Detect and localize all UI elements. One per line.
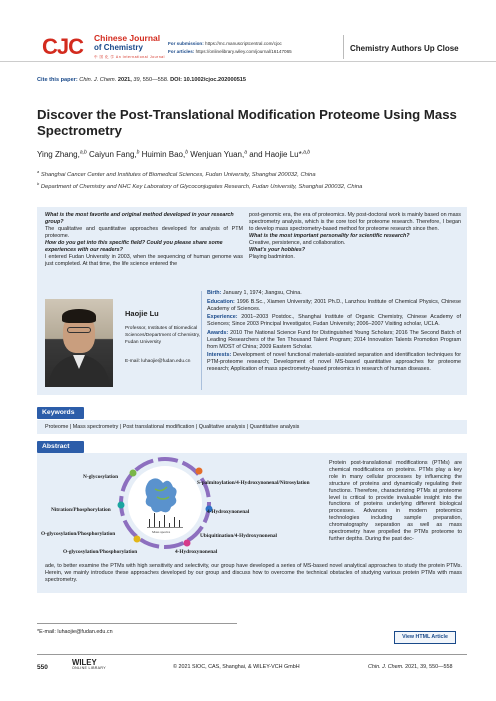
article-title: Discover the Post-Translational Modification Proteome Using Mass Spectrometry (37, 107, 457, 138)
bio-detail: Interests: Development of novel functional materials-assisted separation and identification techniques for PTM-proteome research; Development of novel MS-based quantitative approaches for proteome research; Application of mass spectrometry-based proteomics in research of human diseases. (207, 352, 462, 372)
abstract-graphic (37, 453, 329, 563)
wiley-logo-text: WILEY (72, 658, 97, 667)
citation-volume: 39, (133, 77, 142, 83)
author-profile-box (37, 207, 467, 395)
abstract-text-bottom: ade, to better examine the PTMs with high sensitivity and selectivity, our group have developed a series of MS-based novel analytical approaches to study the protein PTMs. Herein, we mainly introduce these approaches developed by our group and discuss how to overcome the technical obstacles of studying various protein PTMs with mass spectrometry. (45, 563, 462, 583)
bio-name: Haojie Lu (125, 309, 159, 318)
ptm-label: Nitration/Phosphorylation (51, 507, 111, 513)
section-name: Chemistry Authors Up Close (350, 44, 459, 53)
journal-name-line2: of Chemistry (94, 43, 143, 52)
citation-line (37, 77, 246, 83)
bio-email[interactable]: E-mail: luhaojie@fudan.edu.cn (125, 359, 191, 364)
keyword[interactable]: Quantitative analysis (249, 424, 300, 430)
bio-details (207, 290, 461, 375)
bio-detail: Education: 1996 B.Sc., Xiamen University; 2001 Ph.D., Lanzhou Institute of Chemical Physics, Chinese Academy of Sciences. (207, 298, 461, 312)
author-list (37, 149, 310, 159)
wiley-logo (72, 658, 106, 670)
abstract-heading: Abstract (37, 441, 84, 453)
bio-divider (201, 291, 202, 390)
journal-header (0, 0, 496, 62)
affiliation: $^b$ Department of Chemistry and NHC Key Laboratory of Glycoconjugates Research, Fudan University, Shanghai 200032, China (37, 180, 363, 190)
submission-links (168, 40, 292, 55)
keyword[interactable]: Qualitative analysis (198, 424, 246, 430)
journal-name-line1: Chinese Journal (94, 33, 161, 43)
interview-answer: The qualitative and quantitative approaches developed for analysis of PTM proteome. (45, 226, 243, 239)
citation-doi[interactable]: DOI: 10.1002/cjoc.202000515 (170, 77, 247, 83)
bio-position: Professor, Institutes of Biomedical Sciences/Department of Chemistry, Fudan University (125, 326, 201, 345)
corresponding-email: *E-mail: luhaojie@fudan.edu.cn (37, 629, 113, 635)
view-html-article-button[interactable]: View HTML Article (394, 631, 456, 644)
journal-logo[interactable]: CJC (42, 34, 84, 59)
author: Wenjuan Yuan,$^a$ (190, 149, 247, 159)
keyword[interactable]: Mass spectrometry (72, 424, 119, 430)
submission-label: For submission: (168, 41, 204, 46)
ptm-label: O-glycosylation/Phosphorylation (41, 531, 116, 537)
keyword[interactable]: Post translational modification (122, 424, 195, 430)
ring-marker (184, 540, 191, 547)
interview-answer: post-genomic era, the era of proteomics. My post-doctoral work is mainly based on mass spectrometry analysis, which is the core tool for proteome research. Therefore, I began to develop mass spectrometry-based method for proteome research since then. (249, 212, 461, 232)
interview-question: How do you get into this specific field? Could you please share some experiences with our readers? (45, 240, 223, 253)
citation-journal: Chin. J. Chem. (79, 77, 117, 83)
interview-question: What is the most important personality for scientific research? (249, 233, 410, 239)
articles-link[interactable]: https://onlinelibrary.wiley.com/journal/16147065 (195, 48, 292, 54)
articles-label: For articles: (168, 48, 195, 54)
journal-name (94, 34, 165, 62)
citation-label: Cite this paper: (37, 77, 78, 83)
ring-marker (118, 502, 125, 509)
citation-year: 2021, (117, 77, 132, 83)
copyright: © 2021 SIOC, CAS, Shanghai, & WILEY-VCH GmbH (173, 664, 300, 670)
page-number: 550 (37, 664, 48, 671)
ptm-label: 4-Hydroxynonenal (175, 549, 218, 555)
author: Ying Zhang,$^{a,b}$ (37, 149, 87, 159)
interview-question: What's your hobbies? (249, 247, 306, 253)
ring-marker (130, 470, 137, 477)
ptm-label: N-glycosylation (83, 474, 119, 480)
interview-answer: I entered Fudan University in 2003, when the sequencing of human genome was just completed. At that time, the life science entered the (45, 254, 243, 267)
footer-divider (37, 654, 467, 655)
interview-right-column (249, 212, 461, 261)
center-label: Mass spectra (152, 530, 171, 534)
interview-answer: Playing badminton. (249, 254, 295, 260)
bio-detail: Birth: January 1, 1974; Jiangsu, China. (207, 290, 302, 296)
header-divider (343, 35, 344, 59)
interview-answer: Creative, persistence, and collaboration. (249, 240, 346, 246)
author: and Haojie Lu*$^{,a,b}$ (249, 149, 311, 159)
affiliation: $^a$ Shanghai Cancer Center and Institutes of Biomedical Sciences, Fudan University, Shanghai 200032, China (37, 169, 316, 178)
keywords-list: Proteome | Mass spectrometry | Post translational modification | Qualitative analysis | Quantitative analysis (37, 420, 467, 434)
bio-detail: Awards: 2010 The National Science Fund for Distinguished Young Scholars; 2016 The Second Batch of Leading Researchers of the Ten Thousand Talent Program; 2014 Innovation Talents Promotion Program from MOST of China; 2009 Eastern Scholar. (207, 329, 462, 350)
citation-pages: 550—558. (142, 77, 169, 83)
abstract-text-right: Protein post-translational modifications (PTMs) are chemical modifications on proteins. PTMs play a key role in many cellular processes by influencing the structure of proteins and dynamically regulating their functions. Therefore, characterizing PTMs at proteome level is critical to provide invaluable insight into the functions of proteins underlying different biological processes. Advances in modern proteomics technologies including sample preparation, chromatography separation as well as mass spectrometry have propelled the PTMs proteome to further depths. During the past dec- (329, 460, 462, 542)
abstract-box (37, 453, 467, 593)
wiley-logo-sub: ONLINE LIBRARY (72, 666, 106, 670)
ring-marker (196, 468, 203, 475)
affiliations (37, 168, 362, 191)
keywords-heading: Keywords (37, 407, 84, 419)
ptm-label: S-palmitoylation/4-Hydroxynonenal/Nitrosylation (197, 480, 310, 486)
ptm-label: O-glycosylation/Phosphorylation (63, 549, 138, 555)
journal-tagline: 中 国 化 学 An International Journal (94, 55, 165, 59)
bio-detail: Experience: 2001–2003 Postdoc., Shanghai Institute of Organic Chemistry, Chinese Academy of Sciences; Since 2003 Principal Investigator, Fudan University; 2006–2007 Visiting scholar, UCLA. (207, 314, 461, 327)
ring-marker (134, 536, 141, 543)
ptm-label: Ubiquitination/4-Hydroxynonenal (200, 533, 278, 539)
author: Huimin Bao,$^b$ (141, 149, 188, 159)
ptm-label: 4-Hydroxynonenal (207, 509, 250, 515)
keyword[interactable]: Proteome (45, 424, 69, 430)
submission-link[interactable]: https://mc.manuscriptcentral.com/cjoc (205, 41, 282, 46)
footnote-divider (37, 623, 237, 624)
interview-question: What is the most favorite and original method developed in your research group? (45, 212, 234, 225)
author-photo (45, 299, 113, 387)
author: Caiyun Fang,$^b$ (89, 149, 140, 159)
interview-left-column (45, 212, 243, 268)
footer-journal-ref: Chin. J. Chem. 2021, 39, 550—558 (368, 664, 453, 670)
